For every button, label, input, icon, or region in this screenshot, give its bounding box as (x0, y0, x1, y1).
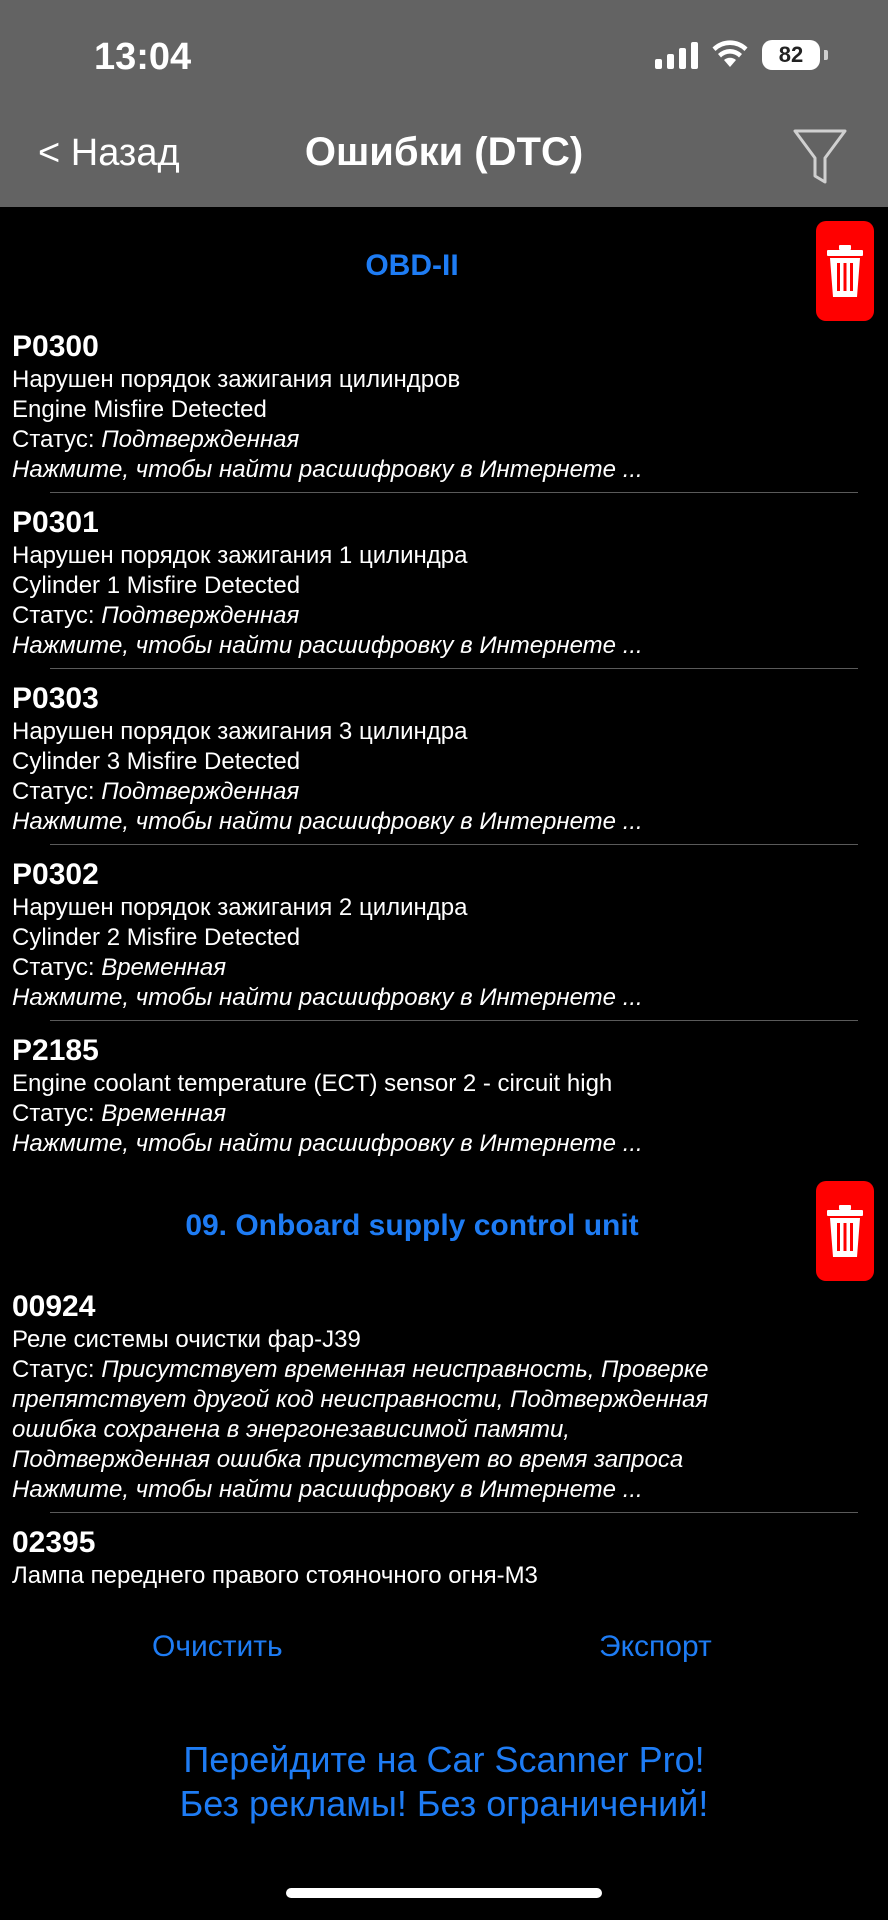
dtc-item[interactable] (0, 1513, 888, 1599)
dtc-description: Лампа переднего правого стояночного огня-M3 (12, 1562, 538, 1589)
dtc-lookup-link[interactable]: Нажмите, чтобы найти расшифровку в Интернете ... (12, 632, 643, 659)
battery-icon: 82 (762, 40, 820, 70)
dtc-status: Статус: Присутствует временная неисправность, Проверке (12, 1356, 709, 1383)
dtc-code: P0300 (12, 330, 99, 363)
upgrade-promo[interactable] (0, 1738, 888, 1826)
dtc-status: Статус: Подтвержденная (12, 778, 300, 805)
dtc-list[interactable] (0, 207, 888, 1589)
dtc-status: Статус: Временная (12, 1100, 227, 1127)
top-bar (0, 0, 888, 207)
battery-tip (824, 50, 828, 60)
dtc-lookup-link[interactable]: Нажмите, чтобы найти расшифровку в Интернете ... (12, 1130, 643, 1157)
filter-icon[interactable] (792, 128, 848, 188)
back-button[interactable]: < Назад (38, 132, 180, 174)
bottom-toolbar (0, 1620, 888, 1690)
dtc-lookup-link[interactable]: Нажмите, чтобы найти расшифровку в Интернете ... (12, 808, 643, 835)
dtc-item[interactable] (0, 1277, 888, 1513)
dtc-description: Реле системы очистки фар-J39 (12, 1326, 361, 1353)
status-icons (655, 40, 828, 70)
wifi-icon (712, 41, 748, 69)
dtc-item[interactable] (0, 493, 888, 669)
promo-line-1: Перейдите на Car Scanner Pro! (183, 1739, 705, 1780)
section-title: 09. Onboard supply control unit (185, 1209, 639, 1242)
dtc-item[interactable] (0, 669, 888, 845)
dtc-description-ru: Нарушен порядок зажигания 3 цилиндра (12, 718, 468, 745)
dtc-description-en: Engine Misfire Detected (12, 396, 267, 423)
delete-section-button[interactable] (816, 221, 874, 321)
dtc-status-continued: ошибка сохранена в энергонезависимой памяти, (12, 1416, 570, 1443)
dtc-code: 02395 (12, 1526, 96, 1559)
dtc-description-en: Cylinder 3 Misfire Detected (12, 748, 301, 775)
dtc-code: P0303 (12, 682, 99, 715)
trash-icon (825, 243, 865, 299)
trash-icon (825, 1203, 865, 1259)
clear-button[interactable]: Очистить (152, 1630, 283, 1663)
dtc-item[interactable] (0, 1021, 888, 1167)
delete-section-button[interactable] (816, 1181, 874, 1281)
page-title: Ошибки (DTC) (304, 130, 584, 174)
dtc-lookup-link[interactable]: Нажмите, чтобы найти расшифровку в Интернете ... (12, 984, 643, 1011)
dtc-item[interactable] (0, 317, 888, 493)
dtc-code: P0302 (12, 858, 99, 891)
status-time: 13:04 (94, 36, 192, 78)
dtc-code: P2185 (12, 1034, 99, 1067)
dtc-description-en: Cylinder 1 Misfire Detected (12, 572, 301, 599)
home-indicator[interactable] (286, 1888, 602, 1898)
section-header-onboard-supply (0, 1167, 888, 1277)
dtc-status: Статус: Подтвержденная (12, 426, 300, 453)
dtc-status: Статус: Подтвержденная (12, 602, 300, 629)
dtc-status: Статус: Временная (12, 954, 227, 981)
dtc-status-continued: препятствует другой код неисправности, Подтвержденная (12, 1386, 709, 1413)
dtc-lookup-link[interactable]: Нажмите, чтобы найти расшифровку в Интернете ... (12, 456, 643, 483)
dtc-description-ru: Нарушен порядок зажигания 2 цилиндра (12, 894, 468, 921)
dtc-code: 00924 (12, 1290, 96, 1323)
section-title: OBD-II (365, 249, 459, 282)
promo-line-2: Без рекламы! Без ограничений! (179, 1783, 709, 1824)
export-button[interactable]: Экспорт (599, 1630, 712, 1663)
dtc-item[interactable] (0, 845, 888, 1021)
dtc-description-ru: Нарушен порядок зажигания цилиндров (12, 366, 461, 393)
dtc-description-ru: Нарушен порядок зажигания 1 цилиндра (12, 542, 468, 569)
dtc-description: Engine coolant temperature (ECT) sensor 2 - circuit high (12, 1070, 613, 1097)
section-header-obd2 (0, 207, 888, 317)
cellular-signal-icon (655, 41, 698, 69)
dtc-status-continued: Подтвержденная ошибка присутствует во время запроса (12, 1446, 684, 1473)
dtc-description-en: Cylinder 2 Misfire Detected (12, 924, 301, 951)
dtc-lookup-link[interactable]: Нажмите, чтобы найти расшифровку в Интернете ... (12, 1476, 643, 1503)
dtc-code: P0301 (12, 506, 99, 539)
